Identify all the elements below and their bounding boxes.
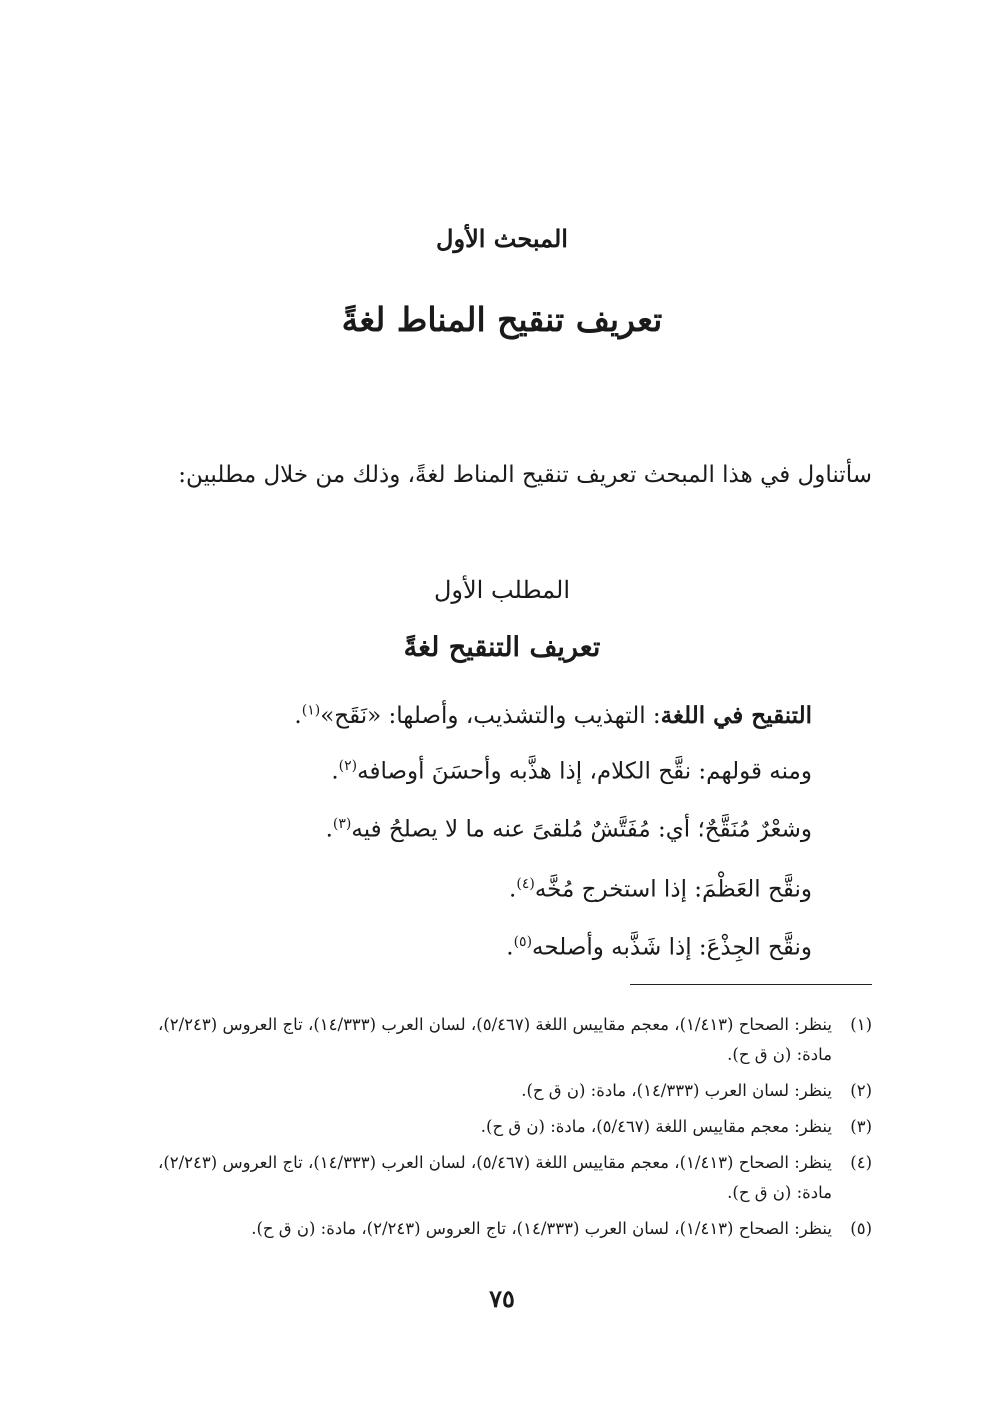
footnote — [132, 1010, 872, 1070]
footnotes — [132, 1010, 872, 1250]
definition-end: . — [506, 934, 514, 961]
footnote-number: (٢) — [850, 1081, 872, 1100]
section-title: تعريف تنقيح المناط لغةً — [341, 300, 663, 339]
definition-end: . — [509, 876, 517, 903]
footnote-number: (٥) — [850, 1219, 872, 1238]
definition-line — [132, 816, 812, 843]
footnote — [132, 1148, 872, 1208]
definition-text: ونقَّح العَظْمَ: إذا استخرج مُخَّه — [534, 876, 812, 903]
footnote-ref[interactable]: (٤) — [516, 876, 535, 892]
footnote-text: ينظر: الصحاح (١/٤١٣)، معجم مقاييس اللغة (٥/٤٦٧)، لسان العرب (١٤/٣٣٣)، تاج العروس (٢/٢٤٣)، مادة: (ن ق ح). — [158, 1015, 832, 1064]
page-number: ٧٥ — [489, 1284, 515, 1313]
definition-text: ومنه قولهم: نقَّح الكلام، إذا هذَّبه وأحسَنَ أوصافه — [357, 758, 812, 785]
subsection-title: تعريف التنقيح لغةً — [403, 632, 601, 663]
footnote-text: ينظر: لسان العرب (١٤/٣٣٣)، مادة: (ن ق ح). — [521, 1081, 832, 1100]
definition-end: . — [294, 703, 302, 729]
definition-text: وشعْرٌ مُنَقَّحٌ؛ أي: مُفَتَّشٌ مُلقىً عنه ما لا يصلحُ فيه — [351, 816, 812, 843]
footnote-ref[interactable]: (٣) — [332, 816, 352, 832]
footnote-text: ينظر: معجم مقاييس اللغة (٥/٤٦٧)، مادة: (ن ق ح). — [480, 1117, 832, 1136]
intro-paragraph: سأتناول في هذا المبحث تعريف تنقيح المناط لغةً، وذلك من خلال مطلبين: — [178, 462, 872, 488]
footnote-number: (٤) — [850, 1153, 872, 1172]
definition-text: : التهذيب والتشذيب، وأصلها: «نَقَح» — [320, 703, 661, 729]
footnote — [132, 1214, 872, 1244]
definition-line — [132, 758, 812, 785]
definition-end: . — [331, 758, 339, 785]
footnote — [132, 1112, 872, 1142]
footnote-text: ينظر: الصحاح (١/٤١٣)، معجم مقاييس اللغة (٥/٤٦٧)، لسان العرب (١٤/٣٣٣)، تاج العروس (٢/٢٤٣)، مادة: (ن ق ح). — [158, 1153, 832, 1202]
footnote-ref[interactable]: (٢) — [338, 758, 358, 774]
definition-text: ونقَّح الجِذْعَ: إذا شَذَّبه وأصلحه — [532, 934, 812, 961]
footnote — [132, 1076, 872, 1106]
footnote-divider — [630, 984, 872, 985]
definition-end: . — [325, 816, 333, 843]
footnote-number: (٣) — [850, 1117, 872, 1136]
definition-line — [132, 702, 812, 729]
definition-line — [132, 934, 812, 961]
section-label: المبحث الأول — [436, 224, 568, 253]
definition-term: التنقيح في اللغة — [660, 702, 812, 729]
footnote-ref[interactable]: (١) — [301, 702, 321, 719]
subsection-label: المطلب الأول — [433, 576, 571, 604]
definition-line — [132, 876, 812, 903]
footnote-ref[interactable]: (٥) — [513, 934, 533, 950]
footnote-text: ينظر: الصحاح (١/٤١٣)، لسان العرب (١٤/٣٣٣)، تاج العروس (٢/٢٤٣)، مادة: (ن ق ح). — [251, 1219, 832, 1238]
footnote-number: (١) — [850, 1015, 872, 1034]
